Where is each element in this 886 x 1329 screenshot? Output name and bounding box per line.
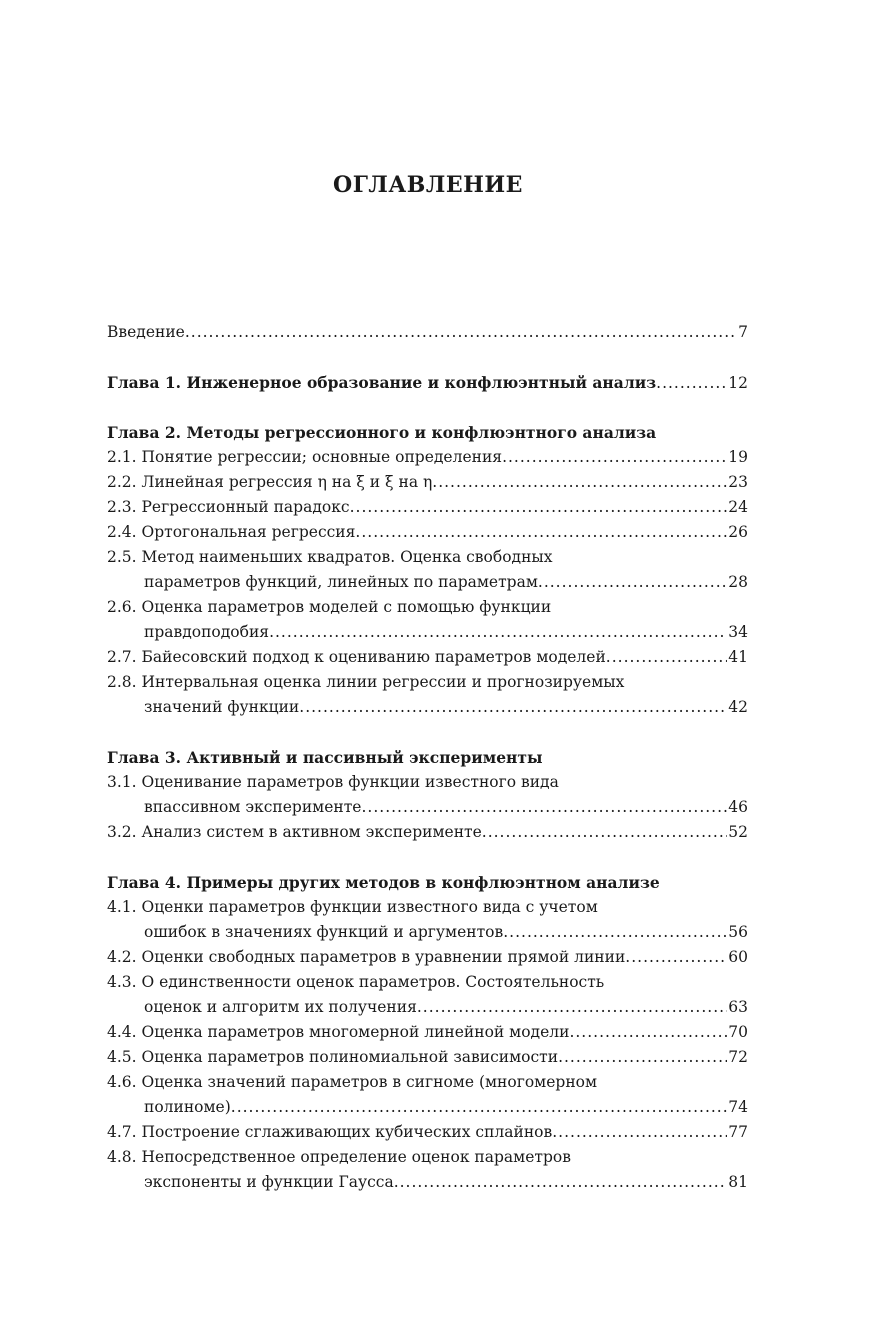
- toc-entry-3-2[interactable]: [107, 820, 748, 845]
- toc-entry-label: 2.2. Линейная регрессия η на ξ и ξ на η: [107, 473, 433, 491]
- dot-leader: [606, 645, 727, 670]
- toc-entry-2-6-line1[interactable]: 2.6. Оценка параметров моделей с помощью функции: [107, 598, 552, 616]
- toc-entry-3-1[interactable]: [107, 795, 748, 820]
- toc-entry-4-3-line1[interactable]: 4.3. О единственности оценок параметров. Состоятельность: [107, 973, 605, 991]
- toc-entry-2-7[interactable]: [107, 645, 748, 670]
- toc-entry-4-1[interactable]: [107, 920, 748, 945]
- toc-entry-label: ошибок в значениях функций и аргументов: [144, 923, 504, 941]
- toc-entry-label: впассивном эксперименте: [144, 798, 362, 816]
- toc-entry-2-8-line1[interactable]: 2.8. Интервальная оценка линии регрессии и прогнозируемых: [107, 673, 625, 691]
- toc-entry-label: 4.7. Построение сглаживающих кубических сплайнов: [107, 1123, 553, 1141]
- toc-page-number: 72: [728, 1048, 748, 1066]
- dot-leader: [502, 445, 727, 470]
- dot-leader: [656, 371, 727, 396]
- toc-entry-label: 2.4. Ортогональная регрессия: [107, 523, 356, 541]
- toc-entry-label: значений функции: [144, 698, 300, 716]
- toc-entry-label: оценок и алгоритм их получения: [144, 998, 417, 1016]
- toc-entry-4-4[interactable]: [107, 1020, 748, 1045]
- dot-leader: [625, 945, 727, 970]
- toc-entry-2-3[interactable]: [107, 495, 748, 520]
- toc-entry-label: 4.5. Оценка параметров полиномиальной зависимости: [107, 1048, 559, 1066]
- toc-page-number: 52: [728, 823, 748, 841]
- toc-entry-4-2[interactable]: [107, 945, 748, 970]
- toc-entry-2-4[interactable]: [107, 520, 748, 545]
- toc-page-number: 74: [728, 1098, 748, 1116]
- dot-leader: [538, 570, 727, 595]
- toc-entry-4-7[interactable]: [107, 1120, 748, 1145]
- toc-page-number: 56: [728, 923, 748, 941]
- toc-entry-intro[interactable]: [107, 320, 748, 345]
- toc-page-number: 24: [728, 498, 748, 516]
- dot-leader: [231, 1095, 727, 1120]
- toc-page-number: 23: [728, 473, 748, 491]
- dot-leader: [417, 995, 727, 1020]
- toc-entry-chapter-1[interactable]: [107, 370, 748, 395]
- toc-page-number: 70: [728, 1023, 748, 1041]
- toc-entry-4-8[interactable]: [107, 1170, 748, 1195]
- toc-page-number: 41: [728, 648, 748, 666]
- toc-entry-label: 4.4. Оценка параметров многомерной линейной модели: [107, 1023, 570, 1041]
- toc-page-number: 26: [728, 523, 748, 541]
- table-of-contents: [107, 320, 748, 1195]
- toc-entry-label: экспоненты и функции Гаусса: [144, 1173, 394, 1191]
- chapter-heading: Глава 2. Методы регрессионного и конфлюэнтного анализа: [107, 423, 657, 442]
- dot-leader: [299, 695, 727, 720]
- dot-leader: [558, 1045, 727, 1070]
- toc-page-number: 7: [738, 323, 748, 341]
- chapter-heading: Глава 4. Примеры других методов в конфлюэнтном анализе: [107, 873, 660, 892]
- dot-leader: [355, 520, 727, 545]
- toc-entry-4-8-line1[interactable]: 4.8. Непосредственное определение оценок параметров: [107, 1148, 571, 1166]
- toc-page-number: 77: [728, 1123, 748, 1141]
- toc-entry-label: 2.7. Байесовский подход к оцениванию параметров моделей: [107, 648, 606, 666]
- toc-entry-2-5-line1[interactable]: 2.5. Метод наименьших квадратов. Оценка свободных: [107, 548, 553, 566]
- toc-page-number: 60: [728, 948, 748, 966]
- toc-page-number: 63: [728, 998, 748, 1016]
- toc-entry-label: Введение: [107, 323, 185, 341]
- toc-entry-4-6-line1[interactable]: 4.6. Оценка значений параметров в сигноме (многомерном: [107, 1073, 598, 1091]
- dot-leader: [350, 495, 728, 520]
- dot-leader: [432, 470, 727, 495]
- toc-page-number: 42: [728, 698, 748, 716]
- dot-leader: [569, 1020, 727, 1045]
- toc-entry-label: 3.2. Анализ систем в активном эксперименте: [107, 823, 482, 841]
- toc-page-number: 34: [728, 623, 748, 641]
- toc-page-number: 46: [728, 798, 748, 816]
- toc-page-number: 12: [728, 374, 748, 392]
- chapter-heading: Глава 3. Активный и пассивный эксперименты: [107, 748, 543, 767]
- toc-entry-2-8[interactable]: [107, 695, 748, 720]
- toc-entry-4-1-line1[interactable]: 4.1. Оценки параметров функции известного вида с учетом: [107, 898, 598, 916]
- dot-leader: [394, 1170, 728, 1195]
- toc-entry-4-3[interactable]: [107, 995, 748, 1020]
- dot-leader: [503, 920, 727, 945]
- toc-entry-2-5[interactable]: [107, 570, 748, 595]
- toc-entry-4-6[interactable]: [107, 1095, 748, 1120]
- toc-entry-label: 2.3. Регрессионный парадокс: [107, 498, 350, 516]
- dot-leader: [552, 1120, 727, 1145]
- toc-entry-2-1[interactable]: [107, 445, 748, 470]
- toc-entry-label: Глава 1. Инженерное образование и конфлюэнтный анализ: [107, 373, 657, 392]
- toc-entry-label: параметров функций, линейных по параметрам: [144, 573, 538, 591]
- page-title: ОГЛАВЛЕНИЕ: [333, 172, 523, 198]
- toc-entry-label: 2.1. Понятие регрессии; основные определения: [107, 448, 503, 466]
- toc-entry-2-2[interactable]: [107, 470, 748, 495]
- toc-entry-label: 4.2. Оценки свободных параметров в уравнении прямой линии: [107, 948, 626, 966]
- toc-entry-2-6[interactable]: [107, 620, 748, 645]
- toc-entry-label: полиноме): [144, 1098, 231, 1116]
- toc-entry-label: правдоподобия: [144, 623, 270, 641]
- dot-leader: [269, 620, 727, 645]
- toc-entry-3-1-line1[interactable]: 3.1. Оценивание параметров функции известного вида: [107, 773, 559, 791]
- dot-leader: [361, 795, 727, 820]
- toc-page-number: 28: [728, 573, 748, 591]
- dot-leader: [185, 320, 737, 345]
- toc-page-number: 81: [728, 1173, 748, 1191]
- dot-leader: [482, 820, 727, 845]
- toc-entry-4-5[interactable]: [107, 1045, 748, 1070]
- toc-page-number: 19: [728, 448, 748, 466]
